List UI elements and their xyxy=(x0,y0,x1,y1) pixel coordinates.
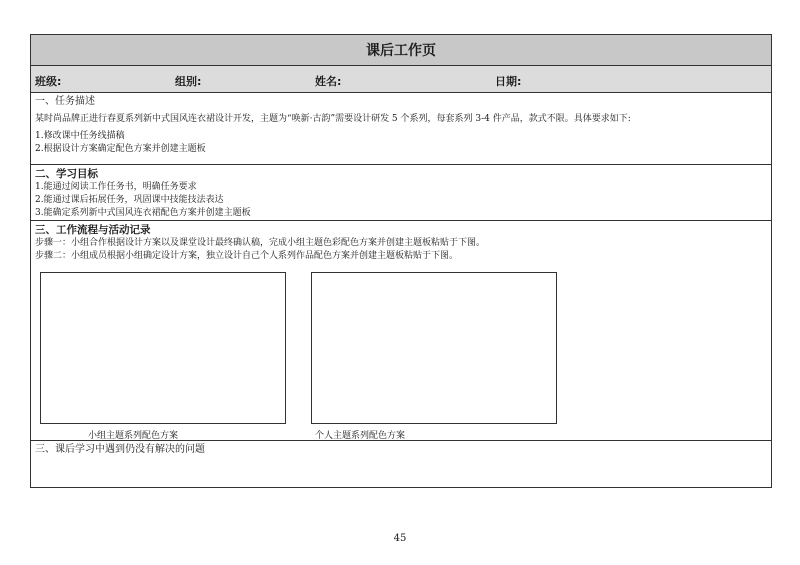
personal-palette-caption: 个人主题系列配色方案 xyxy=(315,431,406,441)
date-label: 日期: xyxy=(495,75,522,88)
personal-palette-box[interactable] xyxy=(311,272,557,424)
group-palette-box[interactable] xyxy=(40,272,286,424)
task-description: 某时尚品牌正进行春夏系列新中式国风连衣裙设计开发，主题为“唤新·古韵”需要设计研发 5 个系列，每套系列 3-4 件产品，款式不限。具体要求如下: xyxy=(35,114,631,124)
problems-heading: 三、课后学习中遇到仍没有解决的问题 xyxy=(35,444,205,455)
workflow-section xyxy=(31,221,771,441)
workflow-heading: 三、工作流程与活动记录 xyxy=(35,224,151,236)
worksheet-table xyxy=(30,34,772,488)
goal-item-1: 1.能通过阅读工作任务书，明确任务要求 xyxy=(35,182,197,192)
task-item-2: 2.根据设计方案确定配色方案并创建主题板 xyxy=(35,144,206,154)
workflow-step-2: 步骤二：小组成员根据小组确定设计方案，独立设计自己个人系列作品配色方案并创建主题板粘贴于下图。 xyxy=(35,251,459,261)
group-palette-caption: 小组主题系列配色方案 xyxy=(88,431,179,441)
name-label: 姓名: xyxy=(315,75,342,88)
info-row xyxy=(31,66,771,93)
goals-section xyxy=(31,165,771,221)
task-section xyxy=(31,93,771,165)
goals-heading: 二、学习目标 xyxy=(35,168,98,180)
task-heading: 一、任务描述 xyxy=(35,96,95,107)
group-label: 组别: xyxy=(175,75,202,88)
workflow-step-1: 步骤一：小组合作根据设计方案以及课堂设计最终确认稿，完成小组主题色彩配色方案并创建主题板粘贴于下图。 xyxy=(35,238,486,248)
worksheet-title: 课后工作页 xyxy=(31,35,771,66)
problems-section[interactable] xyxy=(31,441,771,489)
task-item-1: 1.修改课中任务线描稿 xyxy=(35,131,125,141)
class-label: 班级: xyxy=(35,75,62,88)
goal-item-3: 3.能确定系列新中式国风连衣裙配色方案并创建主题板 xyxy=(35,208,251,218)
goal-item-2: 2.能通过课后拓展任务，巩固课中技能技法表达 xyxy=(35,195,224,205)
page-number: 45 xyxy=(393,533,407,544)
